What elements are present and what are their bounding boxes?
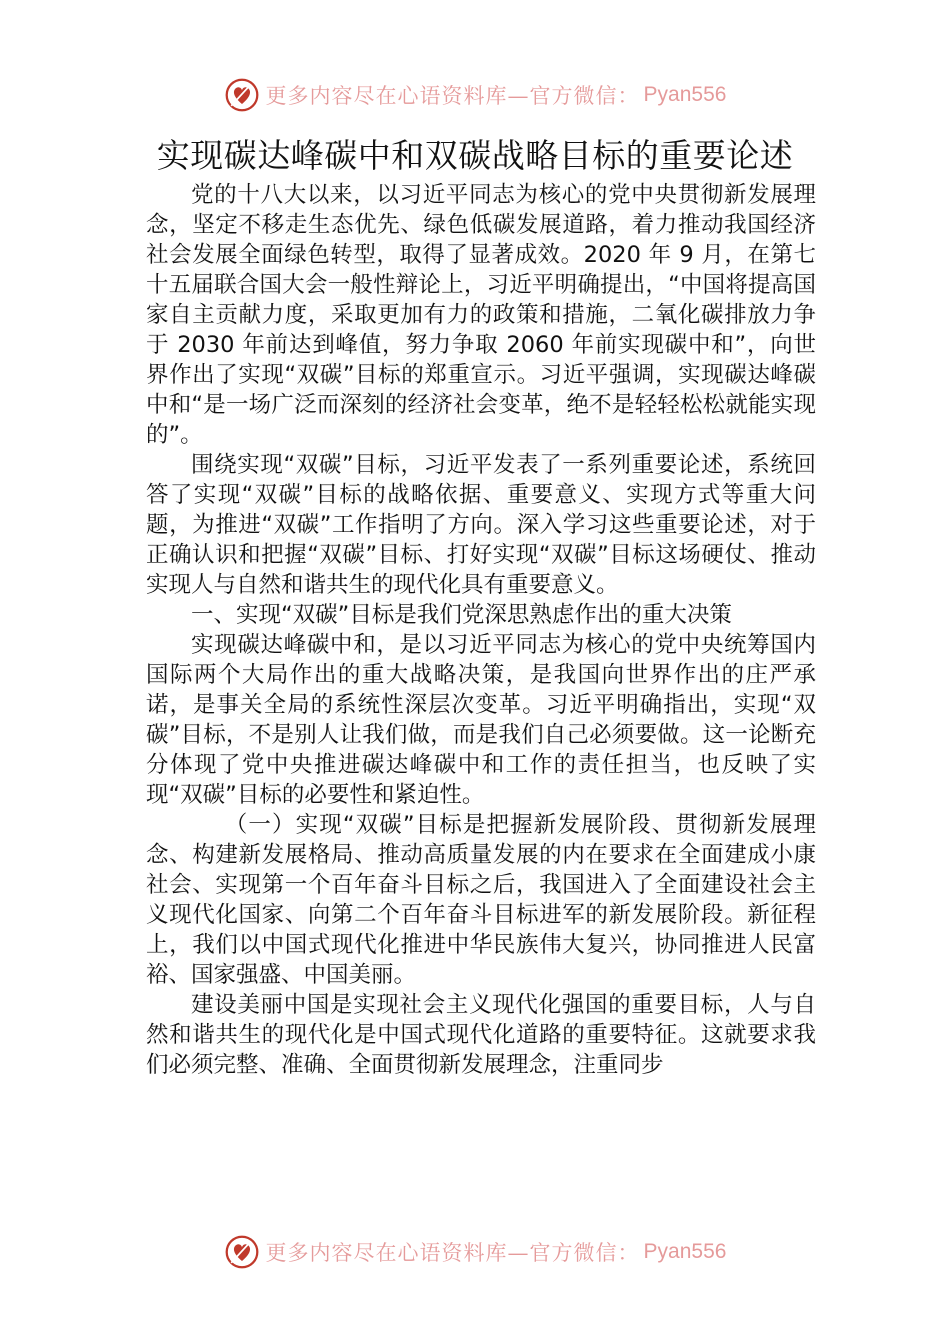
watermark-text: 更多内容尽在心语资料库—官方微信：: [265, 1241, 640, 1265]
heart-logo-icon: [224, 77, 260, 113]
watermark-text: 更多内容尽在心语资料库—官方微信：: [265, 84, 640, 108]
section-heading-1: 一、实现“双碳”目标是我们党深思熟虑作出的重大决策: [191, 602, 732, 628]
paragraph-section-1: 实现碳达峰碳中和，是以习近平同志为核心的党中央统筹国内国际两个大局作出的重大战略决策，是我国向世界作出的庄严承诺，是事关全局的系统性深层次变革。习近平明确指出，实现“双碳”目标，不是别人让我们做，而是我们自己必须要做。这一论断充分体现了党中央推进碳达峰碳中和工作的责任担当，也反映了实现“双碳”目标的必要性和紧迫性。: [146, 632, 816, 808]
document-title: 实现碳达峰碳中和双碳战略目标的重要论述: [156, 136, 794, 175]
paragraph-overview: 围绕实现“双碳”目标，习近平发表了一系列重要论述，系统回答了实现“双碳”目标的战略依据、重要意义、实现方式等重大问题，为推进“双碳”工作指明了方向。深入学习这些重要论述，对于正确认识和把握“双碳”目标、打好实现“双碳”目标这场硬仗、推动实现人与自然和谐共生的现代化具有重要意义。: [146, 452, 816, 598]
paragraph-intro: 党的十八大以来，以习近平同志为核心的党中央贯彻新发展理念，坚定不移走生态优先、绿色低碳发展道路，着力推动我国经济社会发展全面绿色转型，取得了显著成效。2020 年 9 月，在第七十五届联合国大会一般性辩论上，习近平明确提出，“中国将提高国家自主贡献力度，采取更加有力的政策和措施，二氧化碳排放力争于 2030 年前达到峰值，努力争取 2060 年前实现碳中和”，向世界作出了实现“双碳”目标的郑重宣示。习近平强调，实现碳达峰碳中和“是一场广泛而深刻的经济社会变革，绝不是轻轻松松就能实现的”。: [146, 182, 816, 448]
watermark-banner-top: [0, 75, 950, 115]
document-body: [146, 180, 816, 1080]
paragraph-beautiful-china: 建设美丽中国是实现社会主义现代化强国的重要目标，人与自然和谐共生的现代化是中国式现代化道路的重要特征。这就要求我们必须完整、准确、全面贯彻新发展理念，注重同步: [146, 992, 816, 1078]
watermark-banner-bottom: [0, 1232, 950, 1272]
heart-logo-icon: [224, 1234, 260, 1270]
watermark-wechat-id: Pyan556: [643, 83, 727, 106]
subsection-1: （一）实现“双碳”目标是把握新发展阶段、贯彻新发展理念、构建新发展格局、推动高质量发展的内在要求在全面建成小康社会、实现第一个百年奋斗目标之后，我国进入了全面建设社会主义现代化国家、向第二个百年奋斗目标进军的新发展阶段。新征程上，我们以中国式现代化推进中华民族伟大复兴，协同推进人民富裕、国家强盛、中国美丽。: [146, 812, 816, 988]
watermark-wechat-id: Pyan556: [643, 1240, 727, 1263]
